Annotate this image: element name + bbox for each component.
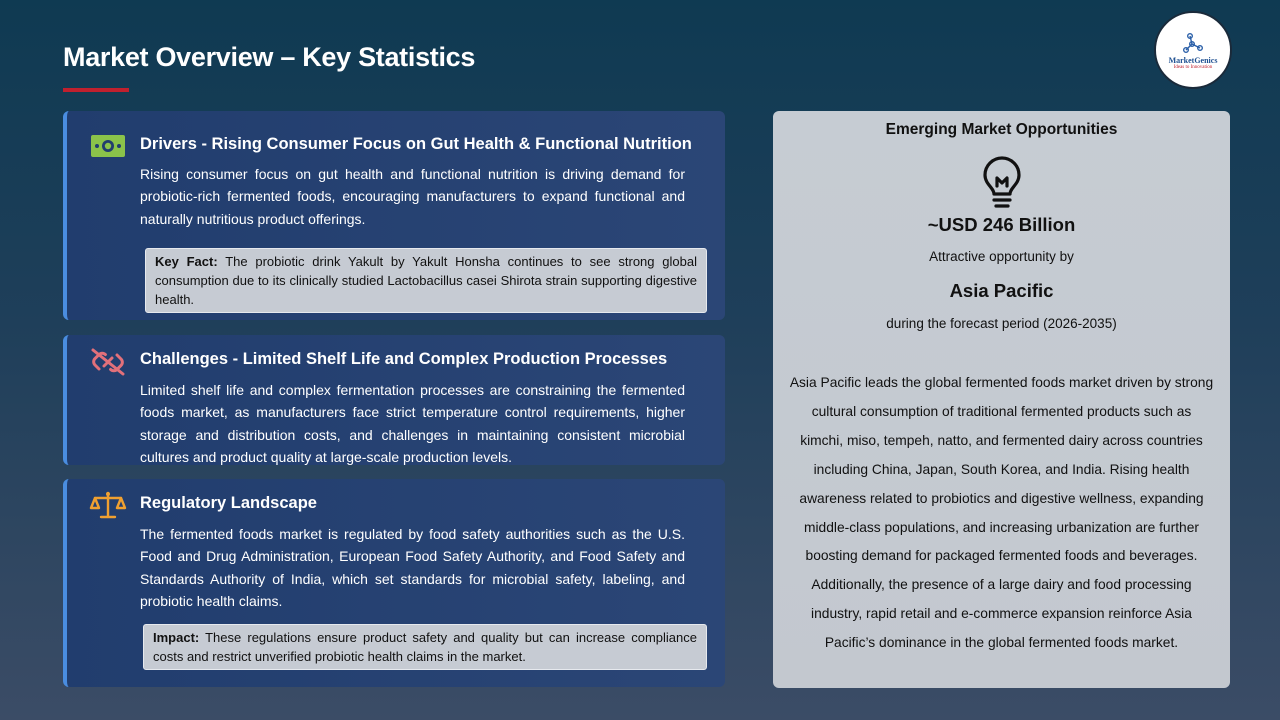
company-logo	[1154, 11, 1232, 89]
key-fact-text: The probiotic drink Yakult by Yakult Honsha continues to see strong global consumption due to its clinically studied Lactobacillus casei Shirota strain supporting digestive health.	[155, 254, 697, 307]
page-title: Market Overview – Key Statistics	[63, 42, 476, 72]
drivers-title: Drivers - Rising Consumer Focus on Gut Health & Functional Nutrition	[140, 135, 692, 153]
challenges-body: Limited shelf life and complex fermentation processes are constraining the fermented foods market, as manufacturers face strict temperature control requirements, higher storage and distribution costs, and challenges in maintaining consistent microbial cultures and product quality at large-scale production levels.	[140, 382, 685, 465]
broken-link-icon	[89, 347, 127, 377]
opportunity-heading: Emerging Market Opportunities	[885, 121, 1118, 138]
key-fact-box	[145, 248, 707, 313]
impact-text: These regulations ensure product safety and quality but can increase compliance costs and restrict unverified probiotic health claims in the market.	[153, 630, 697, 664]
challenges-title: Challenges - Limited Shelf Life and Complex Production Processes	[140, 350, 668, 368]
regulatory-card	[63, 479, 725, 687]
challenges-card	[63, 335, 725, 465]
balance-scale-icon	[89, 490, 127, 520]
regulatory-title: Regulatory Landscape	[140, 494, 317, 512]
regulatory-body: The fermented foods market is regulated by food safety authorities such as the U.S. Food and Drug Administration, European Food Safety Authority, and Food Safety and Standards Authority of India, which set standards for microbial safety, labeling, and probiotic health claims.	[140, 526, 685, 609]
forecast-period: during the forecast period (2026-2035)	[886, 316, 1117, 331]
impact-label: Impact:	[153, 630, 200, 645]
opportunity-line1: Attractive opportunity by	[929, 249, 1074, 264]
logo-tagline: Ideas to Innovation	[1173, 64, 1213, 70]
logo-name: MarketGenics	[1168, 55, 1218, 65]
network-nodes-icon	[1181, 31, 1205, 55]
opportunity-panel	[773, 111, 1230, 688]
key-fact-label: Key Fact:	[155, 254, 218, 269]
title-underline	[63, 88, 129, 92]
impact-box	[143, 624, 707, 670]
drivers-body: Rising consumer focus on gut health and functional nutrition is driving demand for probiotic-rich fermented foods, encouraging manufacturers to expand functional and naturally nutritious product offerings.	[140, 166, 685, 227]
opportunity-paragraph: Asia Pacific leads the global fermented foods market driven by strong cultural consumption of traditional fermented products such as kimchi, miso, tempeh, natto, and fermented dairy across countries including China, Japan, South Korea, and India. Rising health awareness related to probiotics and digestive wellness, expanding middle-class populations, and increasing urbanization are further boosting demand for packaged fermented foods and beverages. Additionally, the presence of a large dairy and food processing industry, rapid retail and e-commerce expansion reinforce Asia Pacific’s dominance in the global fermented foods market.	[789, 375, 1214, 651]
market-value: ~USD 246 Billion	[927, 214, 1076, 235]
opportunity-region: Asia Pacific	[949, 280, 1054, 301]
drivers-card	[63, 111, 725, 320]
money-bill-icon	[89, 131, 127, 161]
lightbulb-icon	[978, 156, 1026, 214]
